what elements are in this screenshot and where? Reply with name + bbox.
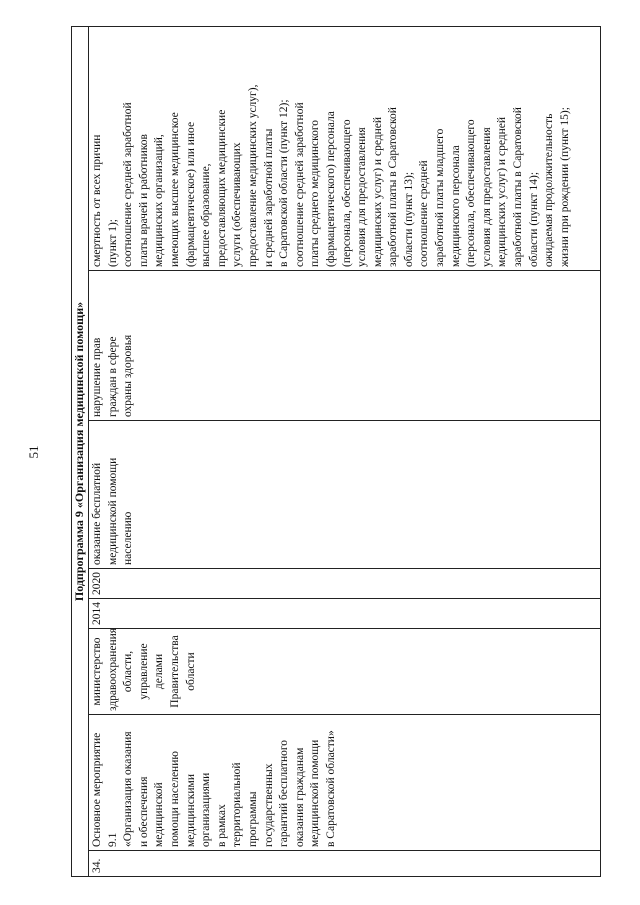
consequences-line: охраны здоровья — [122, 334, 135, 417]
indicator-line: заработной платы в Саратовской — [387, 107, 400, 267]
start-year-cell: 2014 — [89, 599, 601, 629]
activity-line: медицинскими организациями — [184, 772, 213, 847]
executor-line: Правительства — [168, 635, 181, 708]
page-number: 51 — [26, 445, 41, 459]
indicator-line: смертность от всех причин — [91, 134, 103, 267]
indicator-line: медицинских услуг) и средней — [371, 116, 384, 267]
rotated-table-inner — [71, 27, 601, 877]
activity-line: оказания гражданам — [293, 747, 306, 847]
subprogram-header: Подпрограмма 9 «Организация медицинской помощи» — [72, 26, 89, 876]
indicator-line: медицинских организаций, — [153, 134, 166, 267]
activity-line: в Саратовской области» — [324, 730, 337, 847]
consequences-line: нарушение прав — [91, 337, 103, 417]
activity-cell — [89, 715, 601, 851]
executor-line: делами — [153, 653, 166, 690]
indicator-line: медицинского персонала — [449, 145, 462, 267]
indicator-line: (фармацевтического) персонала — [324, 111, 337, 267]
indicator-line: (пункт 1); — [106, 219, 119, 267]
indicator-line: (персонала, обеспечивающего — [340, 119, 353, 267]
indicator-line: условия для предоставления — [356, 127, 369, 267]
indicator-line: медицинских услуг) и средней — [496, 116, 509, 267]
indicators-cell — [89, 26, 601, 270]
indicator-line: (персонала, обеспечивающего — [465, 119, 478, 267]
expected-result-line: оказание бесплатной — [91, 462, 103, 565]
end-year-cell: 2020 — [89, 569, 601, 599]
consequences-line: граждан в сфере — [106, 336, 119, 417]
executor-line: области — [184, 652, 197, 691]
indicator-line: условия для предоставления — [480, 127, 493, 267]
activity-line: Основное мероприятие 9.1 — [91, 732, 119, 847]
executor-line: управление — [137, 643, 150, 700]
indicator-line: заработной платы младшего — [434, 128, 447, 267]
activity-line: медицинской помощи — [309, 739, 322, 847]
indicator-line: заработной платы в Саратовской — [512, 107, 525, 267]
table-row — [89, 26, 601, 876]
indicator-line: области (пункт 14); — [527, 171, 540, 267]
indicator-line: высшее образование, — [200, 163, 213, 267]
program-table — [71, 26, 601, 877]
executor-line: здравоохранения — [106, 627, 119, 711]
expected-result-cell — [89, 421, 601, 569]
executor-cell — [89, 629, 601, 715]
indicator-line: соотношение средней — [418, 160, 431, 267]
executor-line: министерство — [91, 637, 103, 706]
indicator-line: предоставление медицинских услуг), — [246, 84, 259, 267]
consequences-cell — [89, 271, 601, 421]
indicator-line: имеющих высшее медицинское — [168, 112, 181, 267]
indicator-line: области (пункт 13); — [402, 171, 415, 267]
indicator-line: и средней заработной платы — [262, 128, 275, 267]
indicator-line: в Саратовской области (пункт 12); — [278, 99, 291, 267]
expected-result-line: медицинской помощи — [106, 457, 119, 565]
rotated-table-wrapper — [71, 27, 601, 877]
indicator-line: жизни при рождении (пункт 15); — [558, 107, 571, 267]
activity-line: «Организация оказания — [122, 731, 135, 847]
activity-line: в рамках территориальной — [215, 762, 244, 847]
indicator-line: услуги (обеспечивающих — [231, 142, 244, 267]
indicator-line: соотношение средней заработной — [293, 102, 306, 267]
executor-line: области, — [122, 650, 135, 693]
indicator-line: ожидаемая продолжительность — [543, 113, 556, 267]
indicator-line: предоставляющих медицинские — [215, 109, 228, 267]
activity-line: гарантий бесплатного — [278, 739, 291, 847]
indicator-line: платы врачей и работников — [137, 134, 150, 267]
indicator-line: соотношение средней заработной — [122, 102, 135, 267]
indicator-line: (фармацевтическое) или иное — [184, 121, 197, 267]
activity-line: программы государственных — [246, 763, 275, 847]
activity-line: помощи населению — [168, 751, 181, 847]
row-number: 34. — [89, 851, 601, 877]
expected-result-line: населению — [122, 511, 135, 565]
indicator-line: платы среднего медицинского — [309, 119, 322, 267]
activity-line: и обеспечения медицинской — [137, 776, 166, 847]
